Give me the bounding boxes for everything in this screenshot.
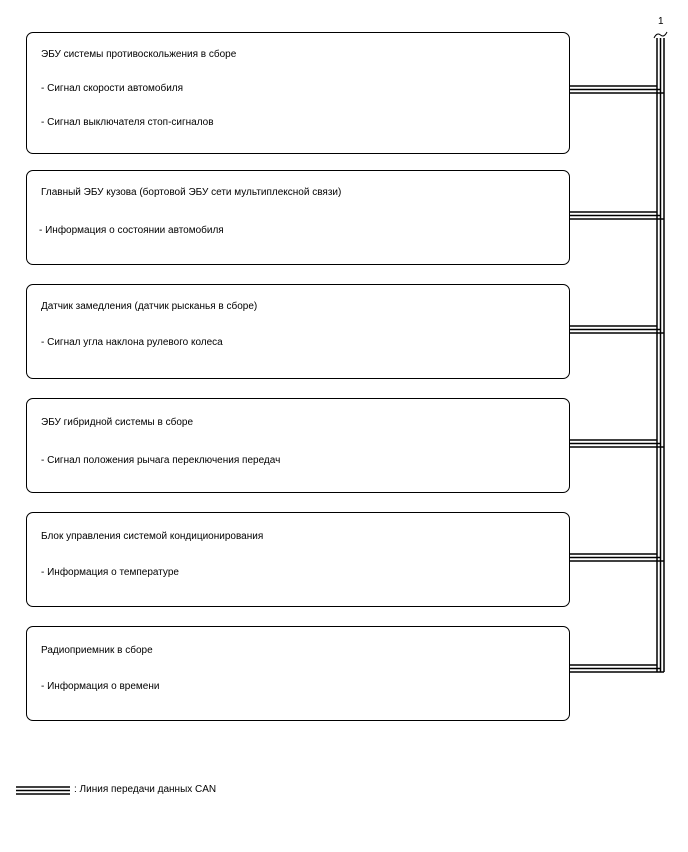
can-branch-3a [569,326,664,333]
module-main-body-ecu [26,170,570,265]
module-title: Главный ЭБУ кузова (бортовой ЭБУ сети мультиплексной связи) [41,187,342,198]
connector-number-label: 1 [658,16,664,27]
module-radio-receiver [26,626,570,721]
module-deceleration-sensor [26,284,570,379]
connector-break-mark [654,32,667,38]
module-title: Радиоприемник в сборе [41,645,153,656]
can-branch-1 [569,86,664,93]
module-title: ЭБУ системы противоскольжения в сборе [41,49,237,60]
can-branch-6 [569,665,664,672]
legend-label: : Линия передачи данных CAN [74,784,217,795]
module-abs-ecu [26,32,570,154]
module-signal: - Сигнал угла наклона рулевого колеса [41,337,223,348]
module-signal: - Информация о температуре [41,567,179,578]
can-trunk [657,38,664,672]
module-title: Датчик замедления (датчик рысканья в сборе) [41,301,258,312]
module-signal: - Сигнал выключателя стоп-сигналов [41,117,214,128]
module-signal: - Информация о времени [41,681,160,692]
module-title: ЭБУ гибридной системы в сборе [41,417,194,428]
legend-can-symbol [16,787,70,794]
can-branch-2a [569,212,664,219]
module-title: Блок управления системой кондиционирования [41,531,264,542]
module-signal: - Информация о состоянии автомобиля [39,225,224,236]
module-signal: - Сигнал положения рычага переключения передач [41,455,281,466]
module-ac-control [26,512,570,607]
module-hybrid-ecu [26,398,570,493]
can-branch-5a [569,554,664,561]
can-branch-4a [569,440,664,447]
module-signal: - Сигнал скорости автомобиля [41,83,184,94]
